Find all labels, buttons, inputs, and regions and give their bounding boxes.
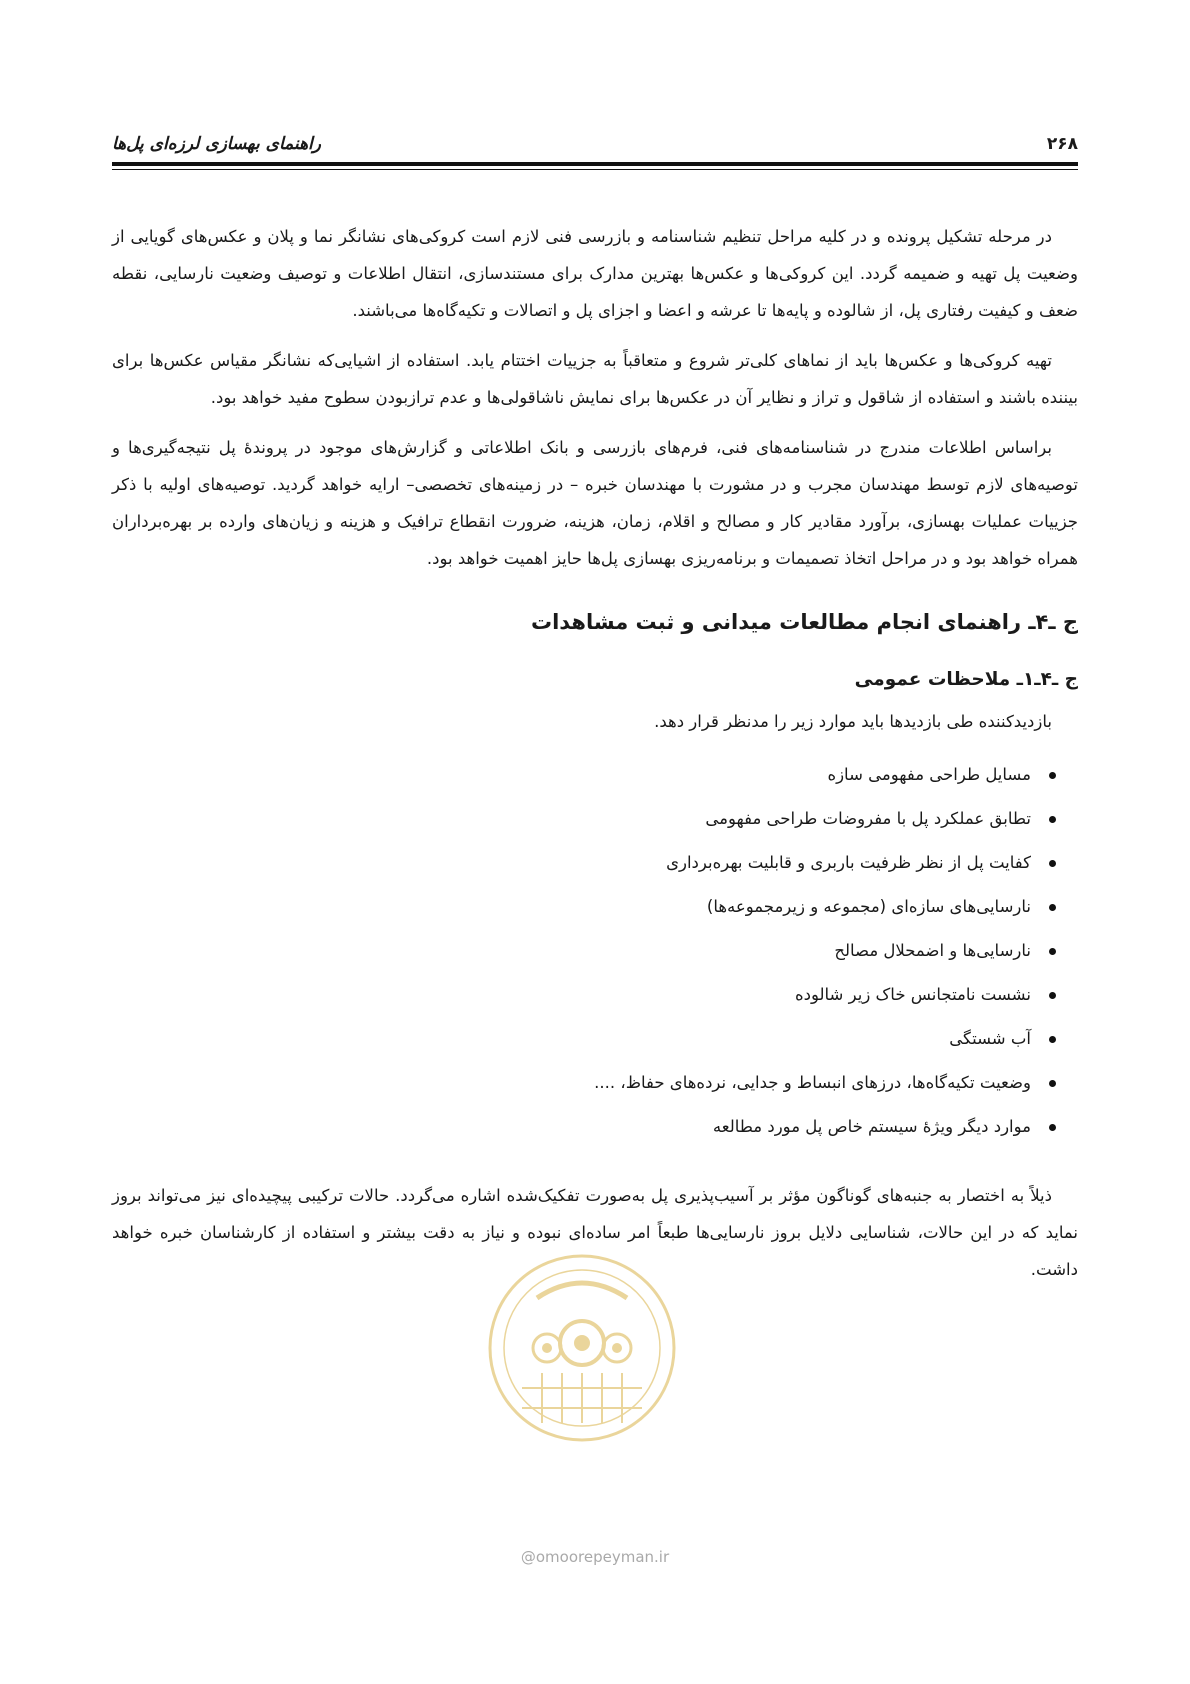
list-item <box>112 1061 1056 1105</box>
watermark-url: @omoorepeyman.ir <box>520 1548 670 1566</box>
bullet-icon <box>1049 772 1056 779</box>
bullet-icon <box>1049 1036 1056 1043</box>
bullet-icon <box>1049 860 1056 867</box>
list-item <box>112 885 1056 929</box>
list-item <box>112 1017 1056 1061</box>
header-rule-thin <box>112 169 1078 170</box>
list-item-text: وضعیت تکیه‌گاه‌ها، درزهای انبساط و جدایی، نرده‌های حفاظ، .... <box>594 1073 1031 1092</box>
paragraph: در مرحله تشکیل پرونده و در کلیه مراحل تنظیم شناسنامه و بازرسی فنی لازم است کروکی‌های نشانگر نما و پلان و عکس‌های گویایی از وضعیت پل تهیه و ضمیمه گردد. این کروکی‌ها و عکس‌ها بهترین مدارک برای مستندسازی، انتقال اطلاعات و توصیف وضعیت نارسایی، نقطه ضعف و کیفیت رفتاری پل، از شالوده و پایه‌ها تا عرشه و اعضا و اجزای پل و اتصالات و تکیه‌گاه‌ها می‌باشند. <box>112 227 1078 320</box>
list-item <box>112 841 1056 885</box>
list-item-text: تطابق عملکرد پل با مفروضات طراحی مفهومی <box>705 809 1031 828</box>
bullet-icon <box>1049 992 1056 999</box>
header-rule <box>112 162 1078 166</box>
bullet-icon <box>1049 1124 1056 1131</box>
watermark-logo-icon <box>482 1238 682 1458</box>
list-item-text: آب شستگی <box>949 1029 1031 1048</box>
running-header <box>112 128 1078 154</box>
subsection-heading: ج ـ۴ـ۱ـ ملاحظات عمومی <box>854 669 1078 690</box>
list-item-text: موارد دیگر ویژهٔ سیستم خاص پل مورد مطالعه <box>712 1117 1031 1136</box>
list-item-text: مسایل طراحی مفهومی سازه <box>827 765 1031 784</box>
bullet-list <box>112 753 1078 1149</box>
list-item <box>112 753 1056 797</box>
main-content <box>112 218 1078 1288</box>
list-item <box>112 797 1056 841</box>
section-heading: ج ـ۴ـ راهنمای انجام مطالعات میدانی و ثبت مشاهدات <box>530 610 1078 634</box>
list-item-text: نشست نامتجانس خاک زیر شالوده <box>794 985 1031 1004</box>
bullet-intro: بازدیدکننده طی بازدیدها باید موارد زیر را مدنظر قرار دهد. <box>654 712 1052 731</box>
bullet-icon <box>1049 948 1056 955</box>
list-item-text: نارسایی‌های سازه‌ای (مجموعه و زیرمجموعه‌ها) <box>706 897 1031 916</box>
bullet-icon <box>1049 904 1056 911</box>
list-item <box>112 1105 1056 1149</box>
closing-paragraph: ذیلاً به اختصار به جنبه‌های گوناگون مؤثر بر آسیب‌پذیری پل به‌صورت تفکیک‌شده اشاره می‌گردد. حالات ترکیبی پیچیده‌ای نیز می‌تواند بروز نماید که در این حالات، شناسایی دلایل بروز نارسایی‌ها طبعاً امر ساده‌ای نبوده و نیاز به دقت بیشتر و استفاده از کارشناسان خبره خواهد داشت. <box>112 1186 1078 1279</box>
bullet-icon <box>1049 816 1056 823</box>
list-item-text: کفایت پل از نظر ظرفیت باربری و قابلیت بهره‌برداری <box>666 853 1031 872</box>
list-item-text: نارسایی‌ها و اضمحلال مصالح <box>834 941 1031 960</box>
paragraph: براساس اطلاعات مندرج در شناسنامه‌های فنی، فرم‌های بازرسی و بانک اطلاعاتی و گزارش‌های موجود در پروندهٔ پل نتیجه‌گیری‌ها و توصیه‌های لازم توسط مهندسان مجرب و در مشورت با مهندسان خبره – در زمینه‌های تخصصی– ارایه خواهد گردید. توصیه‌های اولیه با ذکر جزییات عملیات بهسازی، برآورد مقادیر کار و مصالح و اقلام، زمان، هزینه، ضرورت انقطاع ترافیک و هزینه و زیان‌های وارده بر بهره‌برداران همراه خواهد بود و در مراحل اتخاذ تصمیمات و برنامه‌ریزی بهسازی پل‌ها حایز اهمیت خواهد بود. <box>112 438 1078 568</box>
bullet-icon <box>1049 1080 1056 1087</box>
paragraph: تهیه کروکی‌ها و عکس‌ها باید از نماهای کلی‌تر شروع و متعاقباً به جزییات اختتام یابد. استفاده از اشیایی‌که نشانگر مقیاس عکس‌ها برای بیننده باشند و استفاده از شاقول و تراز و نظایر آن در عکس‌ها برای نمایش ناشاقولی‌ها و عدم ترازبودن سطوح مفید خواهد بود. <box>112 351 1078 407</box>
list-item <box>112 929 1056 973</box>
page-number: ۲۶۸ <box>1046 134 1078 154</box>
list-item <box>112 973 1056 1017</box>
watermark-url-text: omoorepeyman.ir <box>535 1548 670 1566</box>
book-title: راهنمای بهسازی لرزه‌ای پل‌ها <box>112 134 321 154</box>
